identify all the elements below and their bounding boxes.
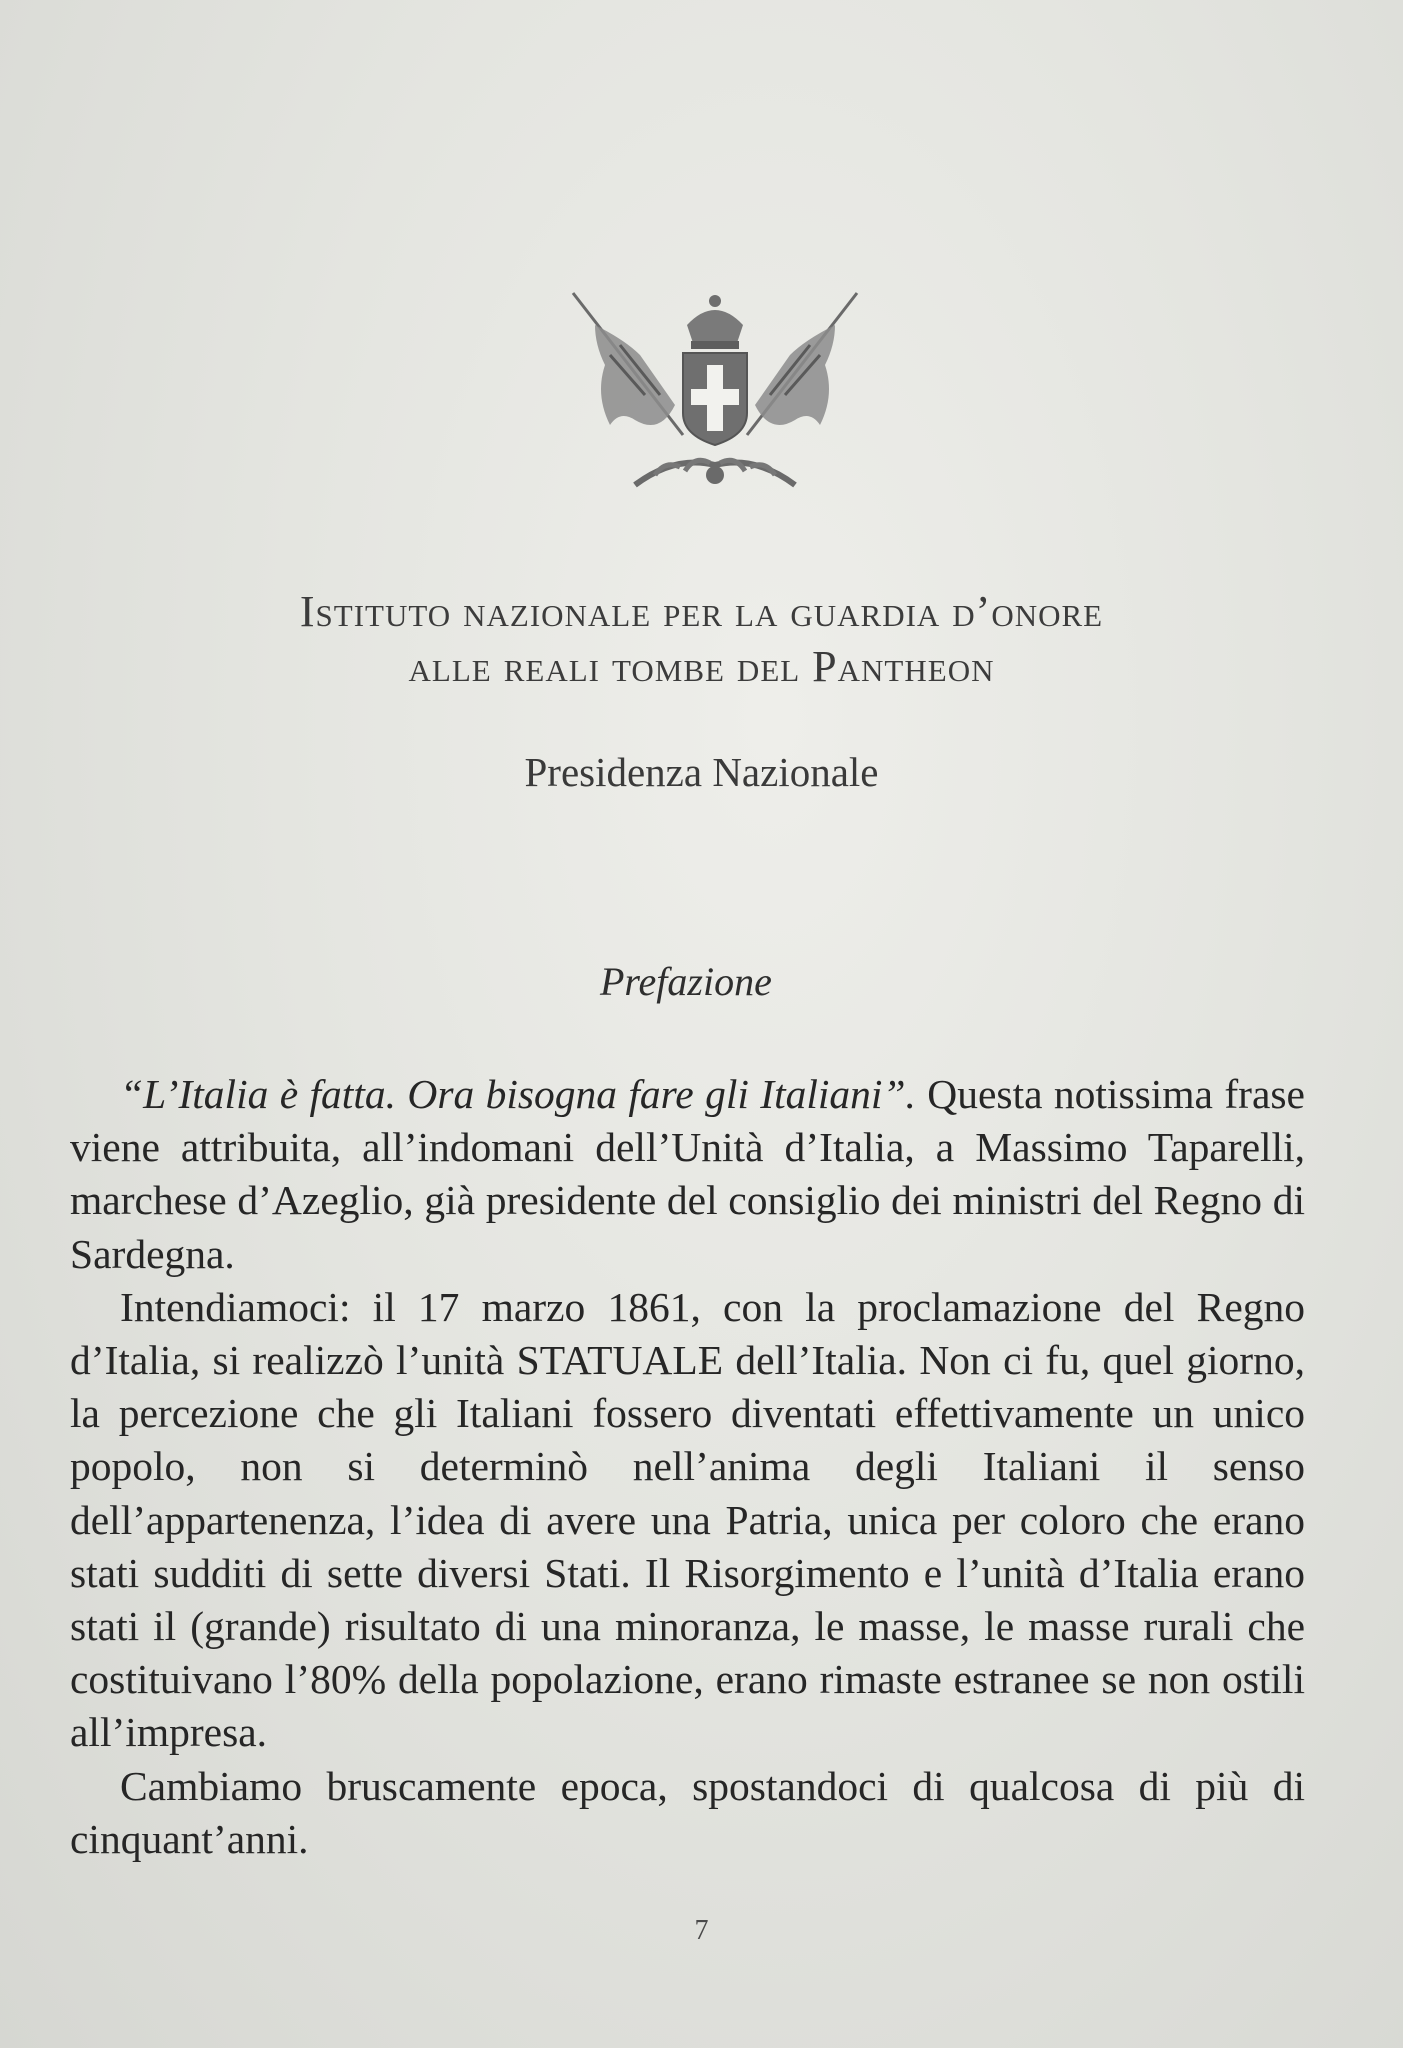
section-title: Prefazione [600, 959, 772, 1004]
paragraph [70, 1068, 1305, 1281]
paragraph-text: Questa notissima frase viene attribuita, all’indomani dell’Unità d’Italia, a Massimo Taparelli, marchese d’Azeglio, già presidente del consiglio dei ministri del Regno di Sardegna. [70, 1071, 1305, 1277]
institute-name-line2: alle reali tombe del Pantheon [408, 642, 995, 691]
paragraph-quote: “L’Italia è fatta. Ora bisogna fare gli Italiani”. [120, 1071, 916, 1117]
paragraph-text: Intendiamoci: il 17 marzo 1861, con la proclamazione del Regno d’Italia, si realizzò l’unità STATUALE dell’Italia. Non ci fu, quel giorno, la percezione che gli Italiani fossero diventati effettivamente un unico popolo, non si determinò nell’anima degli Italiani il senso dell’appartenenza, l’idea di avere una Patria, unica per coloro che erano stati sudditi di sette diversi Stati. Il Risorgimento e l’unità d’Italia erano stati il (grande) risultato di una minoranza, le masse, le masse rurali che costituivano l’80% della popolazione, erano rimaste estranee se non ostili all’impresa. [70, 1283, 1305, 1756]
body-text [70, 1068, 1305, 1866]
paragraph-text: Cambiamo bruscamente epoca, spostandoci di qualcosa di più di cinquant’anni. [70, 1762, 1305, 1862]
paragraph [70, 1281, 1305, 1760]
institute-name-line1: Istituto nazionale per la guardia d’onore [299, 587, 1104, 636]
savoy-coat-of-arms-icon [565, 285, 865, 505]
presidency-subtitle: Presidenza Nazionale [524, 749, 879, 795]
page-number: 7 [694, 1915, 709, 1946]
paragraph [70, 1760, 1305, 1866]
